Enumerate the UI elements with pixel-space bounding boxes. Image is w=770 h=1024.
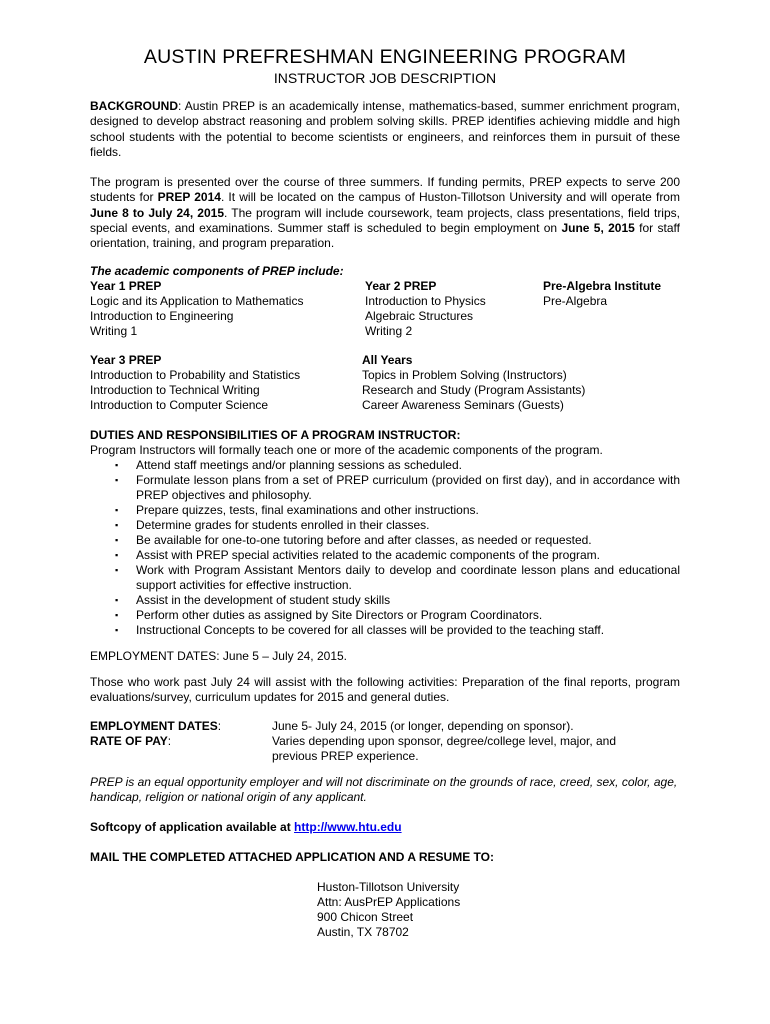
program-paragraph (90, 175, 680, 251)
program-year-bold: PREP 2014 (157, 190, 221, 205)
allyears-item: Career Awareness Seminars (Guests) (362, 398, 564, 412)
year3-title: Year 3 PREP (90, 353, 162, 367)
background-paragraph (90, 99, 680, 160)
program-text-3: . The program will include coursework, team projects, class presentations, field trips, special events, and examinations. Summer staff is scheduled to begin employment on (90, 205, 680, 235)
background-text: : Austin PREP is an academically intense, mathematics-based, summer enrichment program, designed to develop abstract reasoning and problem solving skills. PREP identifies achieving middle and high school students with the potential to become scientists or engineers, and reinforces them in pursuit of these fields. (90, 99, 680, 159)
document-subtitle: INSTRUCTOR JOB DESCRIPTION (273, 70, 497, 86)
duties-intro: Program Instructors will formally teach one or more of the academic components of the program. (90, 443, 603, 457)
background-label: BACKGROUND (90, 99, 178, 113)
program-text-1: The program is presented over the course of three summers. If funding permits, PREP expects to serve 200 students for (90, 175, 680, 205)
duties-list (90, 458, 680, 638)
year3-item: Introduction to Computer Science (90, 398, 269, 412)
document-title: AUSTIN PREFRESHMAN ENGINEERING PROGRAM (143, 46, 627, 68)
duty-item: ▪ Prepare quizzes, tests, final examinations and other instructions. (115, 503, 479, 517)
year2-title: Year 2 PREP (365, 279, 437, 293)
components-heading: The academic components of PREP include: (90, 264, 344, 278)
duty-item: ▪ Perform other duties as assigned by Site Directors or Program Coordinators. (115, 608, 543, 622)
duty-item: ▪ Assist with PREP special activities related to the academic components of the program. (115, 548, 600, 562)
bullet-icon: ▪ (115, 565, 119, 575)
mail-heading: MAIL THE COMPLETED ATTACHED APPLICATION AND A RESUME TO: (90, 850, 494, 864)
year2-column (365, 279, 486, 339)
bullet-icon: ▪ (115, 535, 119, 545)
program-text-4: for staff orientation, training, and program preparation. (90, 220, 680, 251)
employment-dates-value: June 5- July 24, 2015 (or longer, depending on sponsor). (272, 719, 574, 733)
address-line: Austin, TX 78702 (317, 925, 409, 939)
employment-dates-line: EMPLOYMENT DATES: June 5 – July 24, 2015. (90, 649, 348, 663)
duties-heading: DUTIES AND RESPONSIBILITIES OF A PROGRAM INSTRUCTOR: (90, 428, 461, 442)
address-line: Attn: AusPrEP Applications (317, 895, 461, 909)
year3-item: Introduction to Technical Writing (90, 383, 260, 397)
year1-item: Introduction to Engineering (90, 309, 234, 323)
htu-website-link[interactable]: http://www.htu.edu (294, 820, 402, 834)
bullet-icon: ▪ (115, 475, 119, 485)
program-dates-bold: June 8 to July 24, 2015 (90, 205, 225, 220)
address-line: Huston-Tillotson University (317, 880, 460, 894)
year2-item: Writing 2 (365, 324, 413, 338)
year2-item: Algebraic Structures (365, 309, 474, 323)
year1-title: Year 1 PREP (90, 279, 162, 293)
softcopy-line: Softcopy of application available at http://www.htu.edu (90, 820, 402, 834)
year3-item: Introduction to Probability and Statistics (90, 368, 301, 382)
program-text-2: . It will be located on the campus of Huston-Tillotson University and will operate from (220, 190, 680, 205)
duty-item: ▪ Be available for one-to-one tutoring before and after classes, as needed or requested. (115, 533, 592, 547)
duty-item: ▪ Assist in the development of student study skills (115, 593, 391, 607)
year1-item: Logic and its Application to Mathematics (90, 294, 304, 308)
eoe-statement: PREP is an equal opportunity employer and will not discriminate on the grounds of race, creed, sex, color, age, handicap, religion or national origin of any applicant. (90, 775, 678, 805)
bullet-icon: ▪ (115, 460, 119, 470)
year1-column (90, 279, 303, 339)
rate-of-pay-value: Varies depending upon sponsor, degree/college level, major, and (272, 734, 617, 748)
bullet-icon: ▪ (115, 520, 119, 530)
bullet-icon: ▪ (115, 595, 119, 605)
rate-of-pay-label: RATE OF PAY: (90, 734, 172, 748)
bullet-icon: ▪ (115, 625, 119, 635)
prealgebra-title: Pre-Algebra Institute (543, 279, 662, 293)
address-line: 900 Chicon Street (317, 910, 414, 924)
mailing-address (317, 880, 460, 940)
allyears-item: Research and Study (Program Assistants) (362, 383, 586, 397)
bullet-icon: ▪ (115, 505, 119, 515)
employment-dates-label: EMPLOYMENT DATES: (90, 719, 222, 733)
program-start-bold: June 5, 2015 (561, 220, 635, 235)
allyears-column (362, 353, 585, 413)
allyears-title: All Years (362, 353, 413, 367)
year3-column (90, 353, 300, 413)
allyears-item: Topics in Problem Solving (Instructors) (362, 368, 567, 382)
duty-item: ▪ Determine grades for students enrolled in their classes. (115, 518, 430, 532)
bullet-icon: ▪ (115, 550, 119, 560)
year1-item: Writing 1 (90, 324, 138, 338)
year2-item: Introduction to Physics (365, 294, 486, 308)
prealgebra-column (543, 279, 661, 309)
duty-item: ▪ Formulate lesson plans from a set of PREP curriculum (provided on first day), and in accordance with PREP objectives and philosophy. (115, 473, 680, 502)
duty-item: ▪ Work with Program Assistant Mentors daily to develop and coordinate lesson plans and educational support activities for effective instruction. (115, 563, 680, 592)
extra-work-paragraph: Those who work past July 24 will assist with the following activities: Preparation of the final reports, program evaluations/survey, curriculum updates for 2015 and general duties. (90, 675, 680, 705)
duty-item: ▪ Attend staff meetings and/or planning sessions as scheduled. (115, 458, 462, 472)
duty-item: ▪ Instructional Concepts to be covered for all classes will be provided to the teaching staff. (115, 623, 605, 637)
rate-of-pay-value-cont: previous PREP experience. (272, 749, 419, 763)
bullet-icon: ▪ (115, 610, 119, 620)
duties-list-container (90, 458, 680, 638)
prealgebra-item: Pre-Algebra (543, 294, 608, 308)
